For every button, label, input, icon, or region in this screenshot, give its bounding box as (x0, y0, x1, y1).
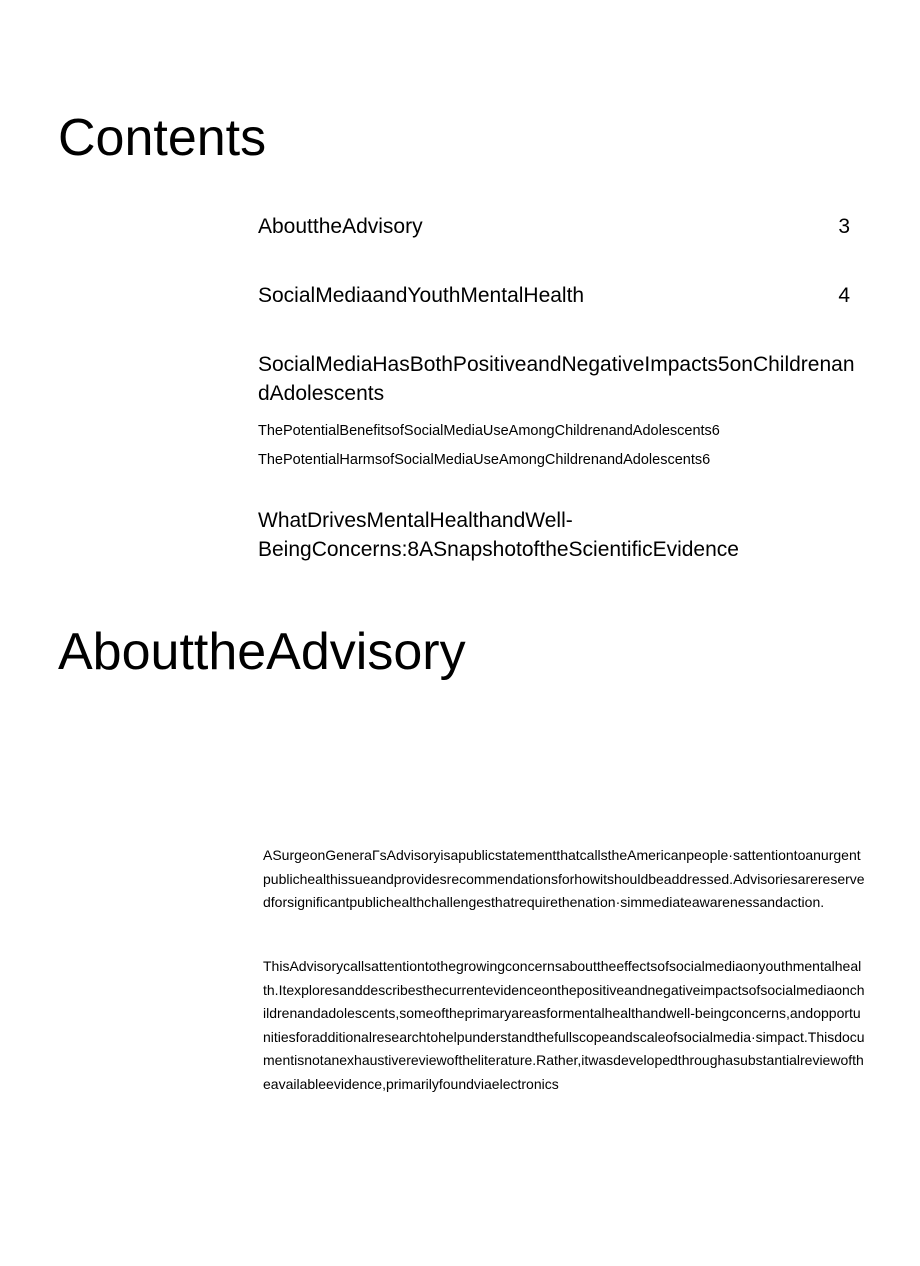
about-advisory-heading: AbouttheAdvisory (58, 623, 466, 681)
toc-entry-page-number: 3 (838, 215, 850, 238)
toc-entry-page-number: 4 (838, 284, 850, 307)
toc-entry-about-advisory[interactable] (258, 212, 850, 242)
toc-entry-label: SocialMediaandYouthMentalHealth (258, 284, 585, 307)
toc-subentry-potential-harms[interactable]: ThePotentialHarmsofSocialMediaUseAmongChildrenandAdolescents6 (258, 452, 711, 468)
toc-entry-line: BeingConcerns:8ASnapshotoftheScientificEvidence (258, 538, 739, 561)
body-paragraph-advisory-scope: ThisAdvisorycallsattentiontothegrowingconcernsabouttheeffectsofsocialmediaonyouthmentalhealth.Itexploresanddescribesthecurrentevidenceonthepositiveandnegativeimpactsofsocialmediaonchildrenandadolescents,someoftheprimaryareasformentalhealthandwell-beingconcerns,andopportunitiesforadditionalresearchtohelpunderstandthefullscopeandscaleofsocialmedia·simpact.Thisdocumentisnotanexhaustivereviewoftheliterature.Rather,itwasdevelopedthroughasubstantialreviewoftheavailableevidence,primarilyfoundviaelectronics (263, 958, 865, 1092)
body-paragraph-advisory-definition: ASurgeonGeneraΓsAdvisoryisapublicstatementthatcallstheAmericanpeople·sattentiontoanurgentpublichealthissueandprovidesrecommendationsforhowitshouldbeaddressed.Advisoriesarereservedforsignificantpublichealthchallengesthatrequirethenation·simmediateawarenessandaction. (263, 847, 865, 910)
toc-entry-what-drives-concerns[interactable] (258, 506, 864, 564)
toc-subentry-potential-benefits[interactable]: ThePotentialBenefitsofSocialMediaUseAmongChildrenandAdolescents6 (258, 423, 720, 439)
toc-entry-label: AbouttheAdvisory (258, 215, 423, 238)
toc-entry-line: WhatDrivesMentalHealthandWell- (258, 509, 573, 532)
contents-heading: Contents (58, 109, 267, 167)
toc-entry-social-media-youth-mental-health[interactable] (258, 281, 850, 311)
toc-entry-positive-negative-impacts[interactable]: SocialMediaHasBothPositiveandNegativeImpacts5onChildrenandAdolescents (258, 353, 855, 405)
